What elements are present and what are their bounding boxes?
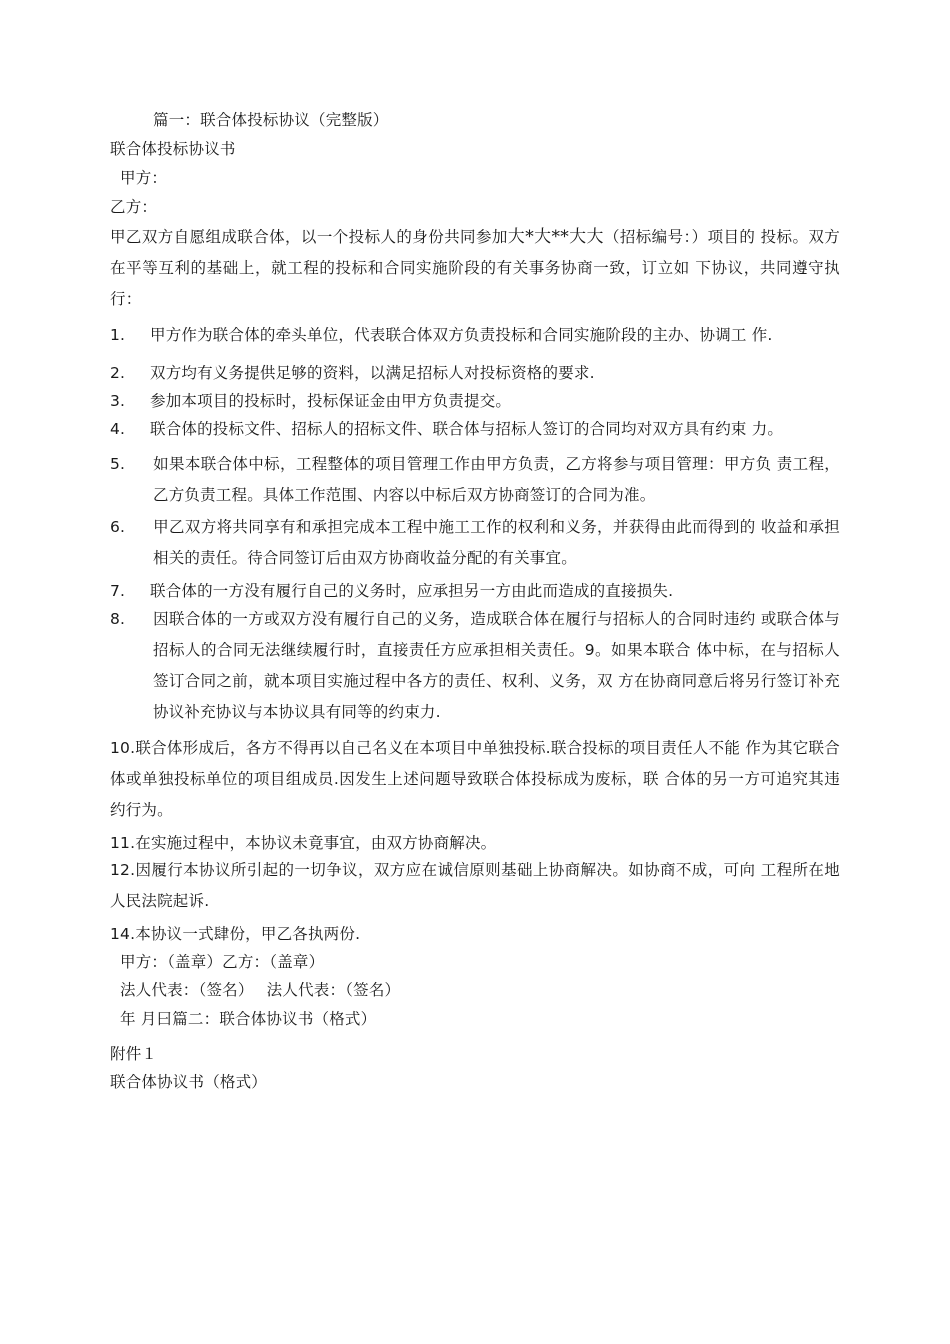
- clause-number: 8.: [110, 610, 126, 628]
- clause-number: 1.: [110, 326, 126, 344]
- clause-5: [110, 449, 840, 511]
- signature-line-seal: 甲方：（盖章）乙方：（盖章）: [120, 953, 325, 971]
- clause-1: [110, 320, 840, 351]
- clause-number: 14.: [110, 925, 136, 943]
- attachment-title: 联合体协议书（格式）: [110, 1073, 268, 1091]
- clause-3: [110, 386, 840, 417]
- clause-number: 10.: [110, 739, 136, 757]
- clause-number: 5.: [110, 455, 126, 473]
- clause-text: 因履行本协议所引起的一切争议，双方应在诚信原则基础上协商解决。如协商不成，可向 工程所在地人民法院起诉.: [110, 861, 840, 910]
- clause-number: 2.: [110, 364, 126, 382]
- clause-text: 甲乙双方将共同享有和承担完成本工程中施工工作的权利和义务，并获得由此而得到的 收益和承担相关的责任。待合同签订后由双方协商收益分配的有关事宜。: [153, 518, 840, 567]
- clause-10: [110, 733, 840, 826]
- clause-4: [110, 414, 840, 445]
- clause-text: 双方均有义务提供足够的资料，以满足招标人对投标资格的要求.: [150, 364, 595, 382]
- clause-number: 6.: [110, 518, 126, 536]
- clause-8: [110, 604, 840, 728]
- clause-text: 参加本项目的投标时，投标保证金由甲方负责提交。: [150, 392, 512, 410]
- clause-7: [110, 576, 840, 607]
- clause-text: 在实施过程中，本协议未竟事宜，由双方协商解决。: [135, 834, 497, 852]
- clause-number: 12.: [110, 861, 136, 879]
- clause-text: 因联合体的一方或双方没有履行自己的义务，造成联合体在履行与招标人的合同时违约 或联合体与招标人的合同无法继续履行时，直接责任方应承担相关责任。9。如果本联合 体中标，在与招标人签订合同之前，就本项目实施过程中各方的责任、权利、义务，双 方在协商同意后将另行签订补充协议补充协议与本协议具有同等的约束力.: [153, 610, 840, 721]
- document-title: 联合体投标协议书: [110, 140, 236, 158]
- clause-12: [110, 855, 840, 917]
- chapter-heading: 篇一：联合体投标协议（完整版）: [153, 111, 389, 129]
- clause-number: 3.: [110, 392, 126, 410]
- clause-number: 7.: [110, 582, 126, 600]
- clause-text: 本协议一式肆份，甲乙各执两份.: [135, 925, 361, 943]
- intro-project-blank: 大*大**大大: [507, 227, 604, 247]
- attachment-label: 附件１: [110, 1045, 158, 1063]
- party-b-label: 乙方：: [110, 198, 158, 216]
- clause-2: [110, 358, 840, 389]
- clause-text: 联合体的投标文件、招标人的招标文件、联合体与招标人签订的合同均对双方具有约束 力。: [150, 420, 784, 438]
- clause-number: 4.: [110, 420, 126, 438]
- clause-number: 11.: [110, 834, 136, 852]
- clause-text: 如果本联合体中标，工程整体的项目管理工作由甲方负责，乙方将参与项目管理：甲方负 责工程，乙方负责工程。具体工作范围、内容以中标后双方协商签订的合同为准。: [153, 455, 840, 504]
- signature-line-date: 年 月曰篇二：联合体协议书（格式）: [120, 1010, 377, 1028]
- intro-paragraph: [110, 222, 840, 315]
- intro-suffix: （招标编号：）项目的 投标。双方在平等互利的基础上，就工程的投标和合同实施阶段的有关事务协商一致，订立如 下协议，共同遵守执行：: [110, 228, 840, 308]
- clause-text: 联合体形成后，各方不得再以自己名义在本项目中单独投标.联合投标的项目责任人不能 作为其它联合体或单独投标单位的项目组成员.因发生上述问题导致联合体投标成为废标，联 合体的另一方可追究其违约行为。: [110, 739, 840, 819]
- clause-text: 联合体的一方没有履行自己的义务时，应承担另一方由此而造成的直接损失.: [150, 582, 674, 600]
- intro-prefix: 甲乙双方自愿组成联合体，以一个投标人的身份共同参加: [110, 228, 508, 246]
- clause-14: [110, 919, 840, 950]
- clause-text: 甲方作为联合体的牵头单位，代表联合体双方负责投标和合同实施阶段的主办、协调工 作.: [150, 326, 773, 344]
- party-a-label: 甲方：: [120, 169, 168, 187]
- signature-line-representative: 法人代表：（签名） 法人代表：（签名）: [120, 981, 401, 999]
- clause-6: [110, 512, 840, 574]
